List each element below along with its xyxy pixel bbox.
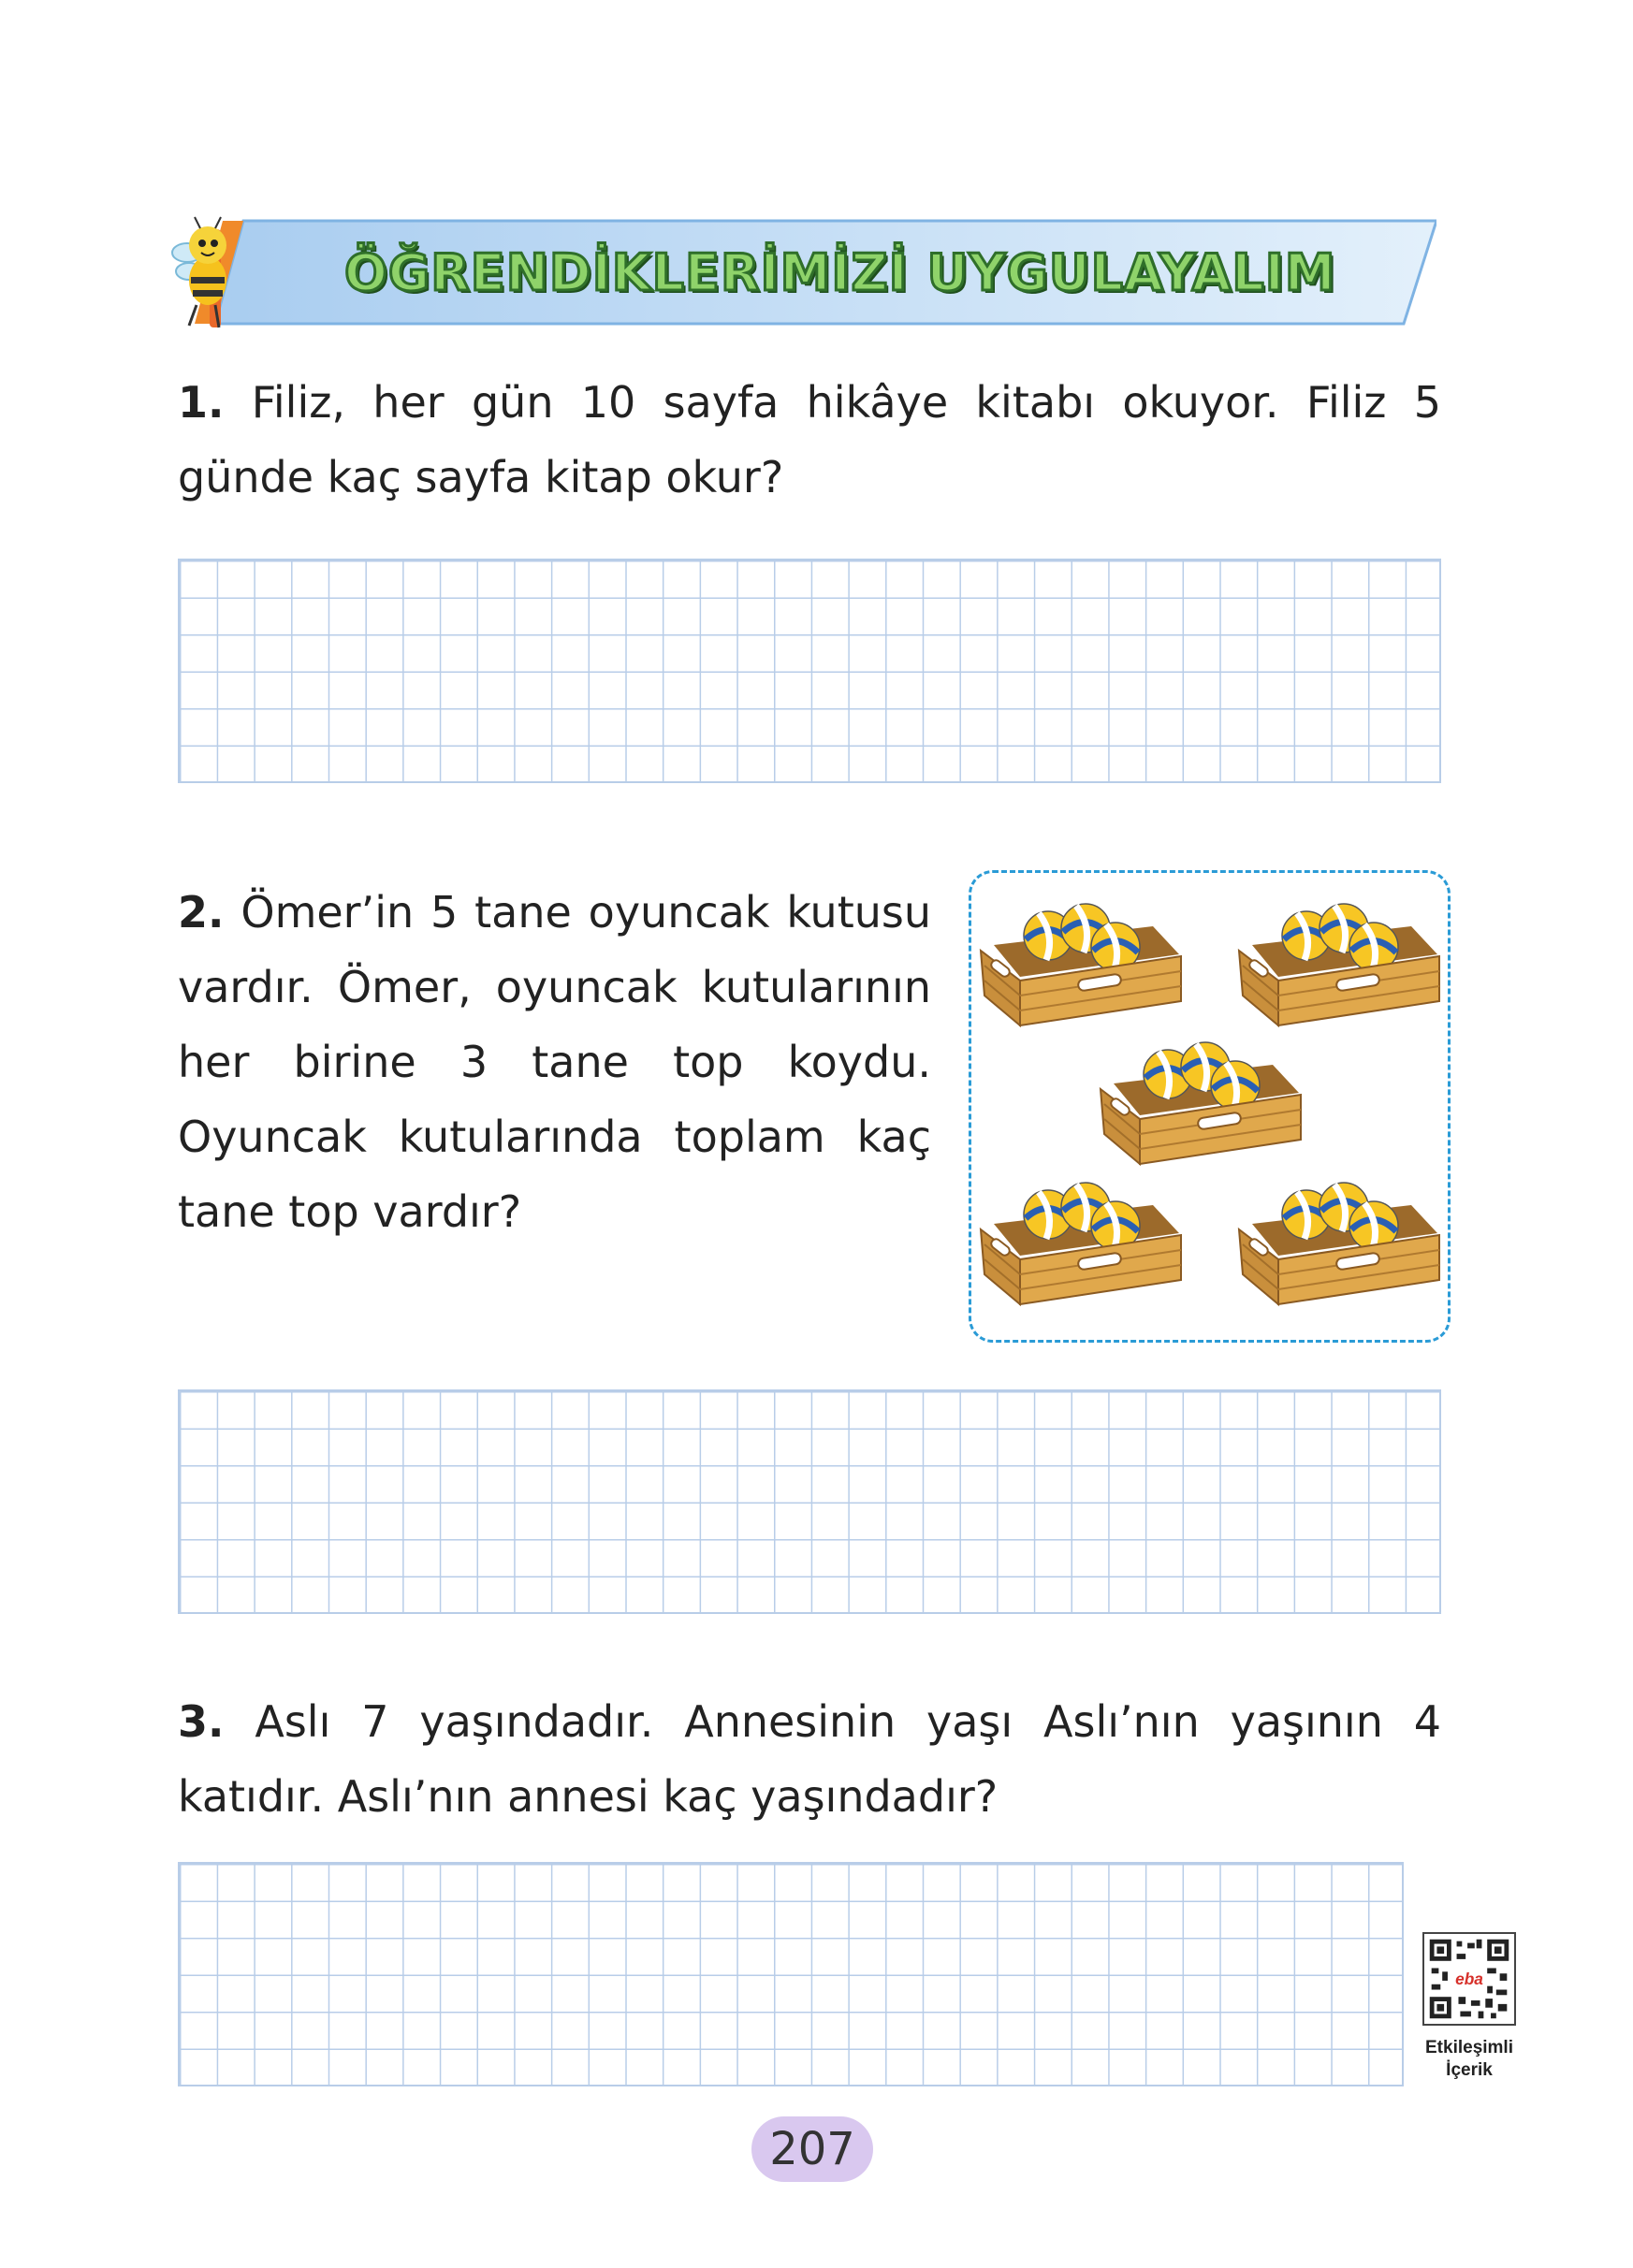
- question-2: [178, 875, 931, 1249]
- answer-grid-2: [178, 1389, 1441, 1614]
- toy-basket-icon: [1233, 1177, 1444, 1308]
- toy-basket-icon: [975, 1177, 1186, 1308]
- qr-label: [1408, 2037, 1530, 2082]
- question-1-number: 1.: [178, 377, 225, 428]
- qr-logo-text: eba: [1455, 1969, 1483, 1988]
- section-title: ÖĞRENDİKLERİMİZİ UYGULAYALIM: [344, 243, 1336, 302]
- qr-code-icon[interactable]: [1422, 1932, 1516, 2026]
- question-1-text: Filiz, her gün 10 sayfa hikâye kitabı okuyor. Filiz 5 günde kaç sayfa kitap okur?: [178, 377, 1441, 502]
- page-number: 207: [751, 2116, 873, 2182]
- toy-basket-icon: [975, 898, 1186, 1029]
- question-3: [178, 1684, 1441, 1834]
- section-banner: [178, 217, 1436, 327]
- toy-basket-icon: [1095, 1037, 1305, 1168]
- bee-mascot-icon: [170, 215, 255, 337]
- qr-label-line2: İçerik: [1446, 2060, 1493, 2080]
- answer-grid-3: [178, 1862, 1404, 2086]
- answer-grid-1: [178, 559, 1441, 783]
- question-2-text: Ömer’in 5 tane oyuncak kutusu vardır. Ömer, oyuncak kutularının her birine 3 tane top koydu. Oyuncak kutularında toplam kaç tane top vardır?: [178, 887, 932, 1237]
- question-3-text: Aslı 7 yaşındadır. Annesinin yaşı Aslı’nın yaşının 4 katıdır. Aslı’nın annesi kaç yaşındadır?: [178, 1696, 1441, 1822]
- qr-label-line1: Etkileşimli: [1425, 2038, 1513, 2057]
- question-2-number: 2.: [178, 887, 225, 938]
- toy-basket-icon: [1233, 898, 1444, 1029]
- question-1: [178, 365, 1441, 515]
- interactive-content-qr[interactable]: [1418, 1932, 1521, 2091]
- question-3-number: 3.: [178, 1696, 225, 1747]
